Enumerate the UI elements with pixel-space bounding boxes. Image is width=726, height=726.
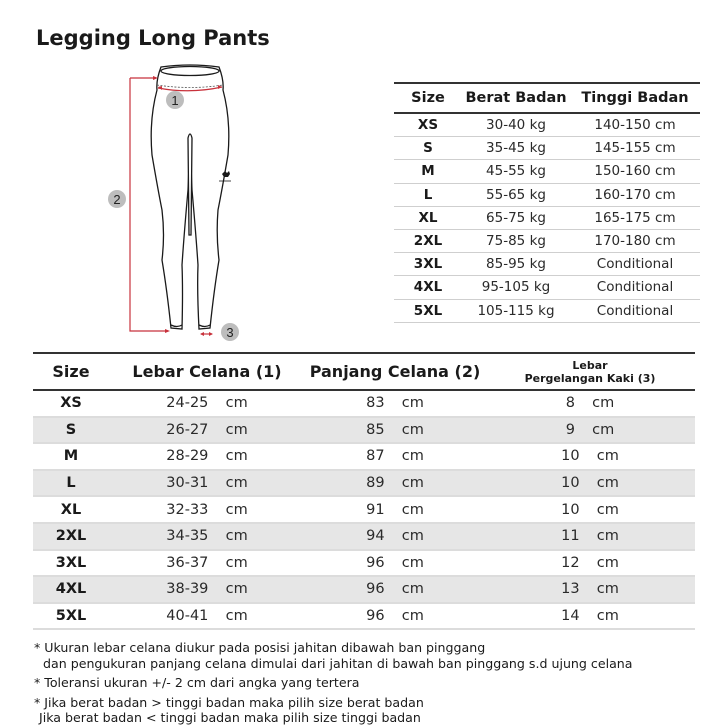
ankle-width-cell: 13 cm <box>561 581 619 598</box>
size-cell: XS <box>60 395 82 412</box>
svg-text:3: 3 <box>226 325 234 340</box>
note-2: * Toleransi ukuran +/- 2 cm dari angka yang tertera <box>34 675 360 690</box>
size-cell: S <box>65 421 77 438</box>
header-size: Size <box>52 362 90 381</box>
body-size-table-header <box>394 82 700 114</box>
header-pants-width: Lebar Celana (1) <box>132 362 282 381</box>
size-cell: 2XL <box>413 233 443 250</box>
size-cell: 3XL <box>55 554 87 571</box>
size-cell: 5XL <box>55 608 87 625</box>
pants-width-cell: 36-37 cm <box>166 554 248 571</box>
pants-width-cell: 40-41 cm <box>166 608 248 625</box>
pants-length-cell: 89 cm <box>366 475 424 492</box>
pants-length-cell: 96 cm <box>366 608 424 625</box>
size-cell: L <box>423 186 433 203</box>
measurement-row <box>33 471 695 498</box>
weight-cell: 75-85 kg <box>486 233 546 250</box>
note-3-cont: Jika berat badan < tinggi badan maka pilih size tinggi badan <box>39 710 421 725</box>
size-cell: L <box>66 475 76 492</box>
pants-width-cell: 34-35 cm <box>166 528 248 545</box>
header-ankle-width <box>485 359 695 385</box>
height-cell: 150-160 cm <box>594 163 676 180</box>
note-3: * Jika berat badan > tinggi badan maka pilih size berat badan <box>34 694 424 710</box>
body-size-row <box>394 160 700 183</box>
marker-2 <box>108 190 126 208</box>
measurement-table-body <box>33 391 695 630</box>
size-cell: 3XL <box>413 256 443 273</box>
waistband <box>161 67 219 76</box>
ankle-width-cell: 8 cm <box>565 395 615 412</box>
measurement-row <box>33 497 695 524</box>
measurement-row <box>33 418 695 445</box>
measurement-table <box>33 352 695 630</box>
ankle-width-cell: 12 cm <box>561 554 619 571</box>
header-ankle-line1: Lebar <box>572 358 608 372</box>
header-ankle-line2: Pergelangan Kaki (3) <box>524 371 656 385</box>
ankle-width-cell: 9 cm <box>565 421 615 438</box>
size-cell: 5XL <box>413 302 443 319</box>
weight-cell: 85-95 kg <box>486 256 546 273</box>
header-height: Tinggi Badan <box>581 90 689 106</box>
pants-width-cell: 38-39 cm <box>166 581 248 598</box>
size-cell: 2XL <box>55 528 87 545</box>
ankle-width-cell: 10 cm <box>561 501 619 518</box>
pants-length-cell: 94 cm <box>366 528 424 545</box>
weight-cell: 45-55 kg <box>486 163 546 180</box>
ankle-width-cell: 10 cm <box>561 475 619 492</box>
measurement-row <box>33 577 695 604</box>
body-size-row <box>394 300 700 323</box>
height-cell: 140-150 cm <box>594 117 676 134</box>
pants-length-cell: 85 cm <box>366 421 424 438</box>
height-cell: 145-155 cm <box>594 140 676 157</box>
pants-length-cell: 91 cm <box>366 501 424 518</box>
header-pants-length: Panjang Celana (2) <box>309 362 481 381</box>
size-cell: M <box>421 163 435 180</box>
header-size: Size <box>411 90 445 106</box>
size-cell: XL <box>60 501 82 518</box>
ankle-width-cell: 14 cm <box>561 608 619 625</box>
marker-3 <box>221 323 239 341</box>
size-cell: 4XL <box>413 279 443 296</box>
pants-length-cell: 96 cm <box>366 581 424 598</box>
footnotes <box>34 640 714 726</box>
header-weight: Berat Badan <box>465 90 567 106</box>
size-cell: S <box>423 140 433 157</box>
pants-width-cell: 26-27 cm <box>166 421 248 438</box>
measurement-row <box>33 604 695 631</box>
svg-text:2: 2 <box>113 192 121 207</box>
measurement-row <box>33 524 695 551</box>
size-cell: XL <box>418 209 438 226</box>
measurement-row <box>33 551 695 578</box>
body-size-row <box>394 207 700 230</box>
page-title: Legging Long Pants <box>36 26 270 50</box>
body-size-row <box>394 230 700 253</box>
body-size-row <box>394 137 700 160</box>
note-1: * Ukuran lebar celana diukur pada posisi jahitan dibawah ban pinggang <box>34 640 486 655</box>
svg-text:1: 1 <box>171 93 179 108</box>
height-cell: 165-175 cm <box>594 209 676 226</box>
measurement-row <box>33 444 695 471</box>
body-size-table-body <box>394 114 700 323</box>
pants-length-cell: 83 cm <box>366 395 424 412</box>
weight-cell: 105-115 kg <box>477 302 555 319</box>
pants-width-cell: 30-31 cm <box>166 475 248 492</box>
weight-cell: 30-40 kg <box>486 117 546 134</box>
pants-length-cell: 96 cm <box>366 554 424 571</box>
measurement-table-header <box>33 352 695 391</box>
body-size-row <box>394 114 700 137</box>
height-cell: 160-170 cm <box>594 186 676 203</box>
ankle-width-cell: 10 cm <box>561 448 619 465</box>
height-cell: Conditional <box>596 302 674 319</box>
ankle-width-cell: 11 cm <box>561 528 619 545</box>
weight-cell: 35-45 kg <box>486 140 546 157</box>
pants-length-cell: 87 cm <box>366 448 424 465</box>
body-size-row <box>394 253 700 276</box>
body-size-table <box>394 82 700 323</box>
height-cell: Conditional <box>596 256 674 273</box>
measurement-row <box>33 391 695 418</box>
size-cell: M <box>63 448 79 465</box>
weight-cell: 95-105 kg <box>481 279 551 296</box>
pants-width-cell: 32-33 cm <box>166 501 248 518</box>
size-cell: XS <box>417 117 439 134</box>
note-1-cont: dan pengukuran panjang celana dimulai dari jahitan di bawah ban pinggang s.d ujung celana <box>43 655 633 671</box>
body-size-row <box>394 276 700 299</box>
pants-width-cell: 24-25 cm <box>166 395 248 412</box>
legging-illustration <box>100 60 280 350</box>
height-cell: 170-180 cm <box>594 233 676 250</box>
weight-cell: 65-75 kg <box>486 209 546 226</box>
weight-cell: 55-65 kg <box>486 186 546 203</box>
pants-width-cell: 28-29 cm <box>166 448 248 465</box>
size-cell: 4XL <box>55 581 87 598</box>
body-size-row <box>394 184 700 207</box>
height-cell: Conditional <box>596 279 674 296</box>
marker-1 <box>166 91 184 109</box>
